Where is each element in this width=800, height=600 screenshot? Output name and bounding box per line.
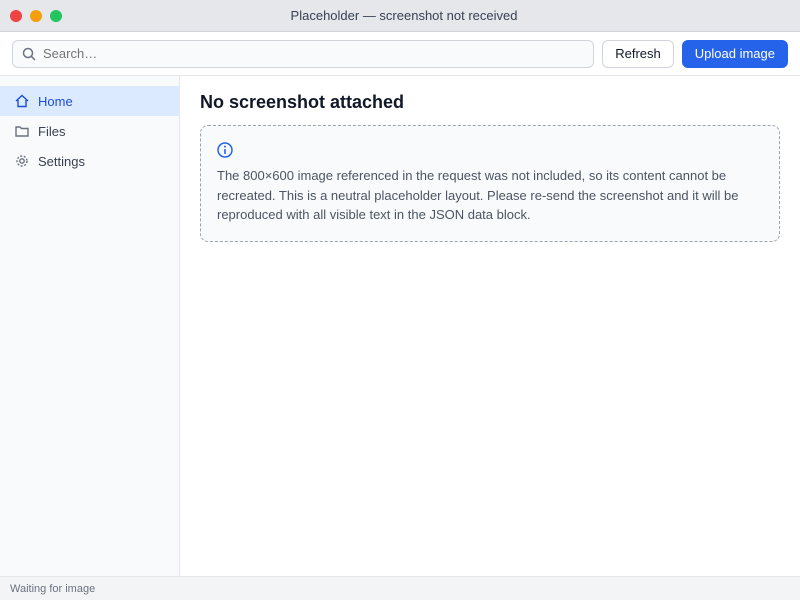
content-area [0,76,800,576]
sidebar-item-settings[interactable] [0,146,179,176]
status-text: Waiting for image [10,582,96,595]
gear-icon [14,153,30,169]
toolbar [0,32,800,76]
missing-image-notice [200,125,780,242]
window-title: Placeholder — screenshot not received [290,8,518,23]
info-icon [217,142,233,158]
folder-icon [14,123,30,139]
search-box[interactable] [12,40,594,68]
sidebar-item-label: Files [38,123,66,139]
main-panel [180,76,800,576]
title-bar [0,0,800,32]
refresh-button[interactable]: Refresh [602,40,674,68]
minimize-window-button[interactable] [30,10,42,22]
search-input[interactable] [43,46,585,61]
search-icon [21,46,37,62]
maximize-window-button[interactable] [50,10,62,22]
upload-image-button[interactable]: Upload image [682,40,788,68]
home-icon [14,93,30,109]
status-bar [0,576,800,600]
sidebar-item-home[interactable] [0,86,179,116]
page-title: No screenshot attached [200,92,405,112]
sidebar-item-files[interactable] [0,116,179,146]
sidebar-item-label: Settings [38,153,85,169]
close-window-button[interactable] [10,10,22,22]
sidebar [0,76,180,576]
notice-text: The 800×600 image referenced in the request was not included, so its content cannot be recreated. This is a neutral placeholder layout. Please re-send the screenshot and it will be reproduced with all visible text in the JSON data block. [217,168,739,222]
sidebar-item-label: Home [38,93,73,109]
